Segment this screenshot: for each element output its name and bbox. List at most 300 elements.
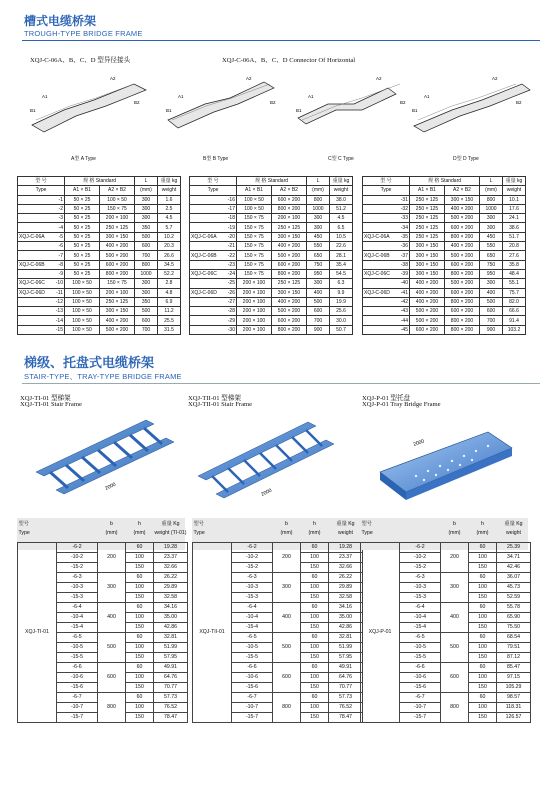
h-cell: 150 (469, 713, 497, 723)
h-cell: 100 (301, 553, 329, 563)
h-cell: 60 (301, 693, 329, 703)
value-cell: 200 × 100 (237, 325, 272, 334)
table-header-row (18, 529, 188, 538)
table-row (18, 307, 181, 316)
suffix-cell: -6-3 (232, 573, 273, 583)
value-cell: 250 × 125 (410, 214, 445, 223)
suffix-cell: -10-3 (232, 583, 273, 593)
value-cell: 300 (480, 223, 503, 232)
col-header-type: 型号 (361, 521, 372, 528)
value-cell: 800 × 200 (100, 269, 135, 278)
col-header-a1b1: A1 × B1 (237, 186, 272, 195)
suffix-cell: -10-2 (400, 553, 441, 563)
model-cell: XQJ-C-06A (190, 232, 220, 241)
h-cell: 60 (126, 693, 154, 703)
model-cell (190, 242, 220, 251)
weight-cell: 70.77 (329, 683, 363, 693)
weight-cell: 78.47 (329, 713, 363, 723)
table-row (190, 260, 353, 269)
b-cell: 500 (273, 633, 301, 663)
model-cell (18, 204, 48, 213)
value-cell: 50 × 25 (65, 251, 100, 260)
value-cell: 600 × 200 (272, 316, 307, 325)
weight-cell: 98.57 (497, 693, 531, 703)
suffix-cell: -7 (47, 251, 64, 260)
model-cell: XQJ-C-06C (18, 279, 48, 288)
h-cell: 150 (126, 713, 154, 723)
suffix-cell: -19 (219, 223, 236, 232)
length-dim: 2000 (412, 438, 426, 448)
table-row (190, 297, 353, 306)
value-cell: 6.5 (330, 223, 353, 232)
subtitle-zh: XQJ-C-06A、B、C、D 型异径接头 (30, 57, 131, 64)
col-header-h: h (481, 521, 484, 528)
dim-label: A1 (424, 94, 430, 99)
stair-spec-table (17, 520, 188, 723)
length-dim: 2000 (104, 481, 117, 492)
value-cell: 34.5 (158, 260, 181, 269)
table-header-row (18, 186, 181, 195)
b-cell: 300 (98, 573, 126, 603)
col-header-type: 型 号 (363, 177, 410, 186)
reducer-diagram (24, 70, 150, 150)
suffix-cell: -35 (392, 232, 409, 241)
value-cell: 400 × 200 (410, 288, 445, 297)
value-cell: 400 × 200 (445, 242, 480, 251)
value-cell: 50 × 25 (65, 269, 100, 278)
model-cell (190, 195, 220, 204)
value-cell: 28.1 (330, 251, 353, 260)
weight-cell: 57.73 (329, 693, 363, 703)
suffix-cell: -25 (219, 279, 236, 288)
h-cell: 150 (126, 653, 154, 663)
model-cell (18, 269, 48, 278)
value-cell: 50.7 (330, 325, 353, 334)
value-cell: 100 × 50 (65, 297, 100, 306)
suffix-cell: -10-5 (400, 643, 441, 653)
model-cell: XQJ-C-06A (18, 232, 48, 241)
weight-cell: 34.16 (154, 603, 188, 613)
model-cell (190, 204, 220, 213)
b-cell: 400 (273, 603, 301, 633)
h-cell: 60 (126, 543, 154, 553)
section-title-zh: 槽式电缆桥架 (24, 14, 97, 28)
h-cell: 60 (126, 603, 154, 613)
value-cell: 38.6 (503, 223, 526, 232)
h-cell: 100 (301, 673, 329, 683)
table-row (190, 279, 353, 288)
trough-spec-table (17, 176, 181, 335)
table-header-row (18, 177, 181, 186)
product-caption-zh: XQJ-TI-01 型梯架 (20, 395, 71, 402)
value-cell: 200 × 100 (237, 297, 272, 306)
value-cell: 38.0 (330, 195, 353, 204)
suffix-cell: -16 (219, 195, 236, 204)
suffix-cell: -43 (392, 307, 409, 316)
value-cell: 300 (135, 214, 158, 223)
suffix-cell: -21 (219, 242, 236, 251)
h-cell: 100 (126, 553, 154, 563)
value-cell: 75.7 (503, 288, 526, 297)
table-row (18, 214, 181, 223)
col-header-b: b (110, 521, 113, 528)
suffix-cell: -6-6 (57, 663, 98, 673)
weight-cell: 68.54 (497, 633, 531, 643)
suffix-cell: -15-6 (400, 683, 441, 693)
col-header-weight-en: weight (503, 186, 526, 195)
table-row (190, 269, 353, 278)
table-row (363, 204, 526, 213)
product-caption-zh: XQJ-P-01 型托盘 (362, 395, 411, 402)
h-cell: 60 (126, 573, 154, 583)
weight-cell: 76.52 (329, 703, 363, 713)
suffix-cell: -39 (392, 269, 409, 278)
suffix-cell: -6-3 (400, 573, 441, 583)
suffix-cell: -15-3 (57, 593, 98, 603)
value-cell: 600 × 200 (445, 260, 480, 269)
weight-cell: 36.07 (497, 573, 531, 583)
weight-cell: 32.58 (154, 593, 188, 603)
model-cell: XQJ-C-06D (190, 288, 220, 297)
value-cell: 600 × 200 (272, 260, 307, 269)
value-cell: 300 × 150 (100, 232, 135, 241)
h-cell: 60 (126, 663, 154, 673)
b-cell: 600 (441, 663, 469, 693)
value-cell: 24.1 (503, 214, 526, 223)
value-cell: 300 (307, 223, 330, 232)
weight-cell: 42.46 (497, 563, 531, 573)
b-cell: 800 (98, 693, 126, 723)
col-header-type-en: Type (18, 530, 30, 537)
weight-cell: 34.71 (497, 553, 531, 563)
table-row (190, 325, 353, 334)
col-header-unit: (mm) (480, 186, 503, 195)
model-cell: XQJ-C-06A (363, 232, 393, 241)
value-cell: 150 × 75 (100, 279, 135, 288)
col-header-unit: (mm) (448, 530, 461, 537)
suffix-cell: -6-7 (400, 693, 441, 703)
weight-cell: 49.91 (154, 663, 188, 673)
weight-cell: 76.52 (154, 703, 188, 713)
value-cell: 150 × 75 (237, 214, 272, 223)
table-row (18, 543, 188, 553)
value-cell: 300 (307, 214, 330, 223)
value-cell: 54.5 (330, 269, 353, 278)
col-header-weight: 重量 kg (158, 177, 181, 186)
value-cell: 700 (480, 316, 503, 325)
col-header-weight-en: weight (TI-01) (154, 530, 187, 537)
value-cell: 100 × 50 (100, 195, 135, 204)
value-cell: 900 (480, 325, 503, 334)
h-cell: 100 (126, 643, 154, 653)
value-cell: 800 × 200 (272, 204, 307, 213)
suffix-cell: -15-4 (232, 623, 273, 633)
b-cell: 200 (273, 543, 301, 573)
h-cell: 60 (469, 543, 497, 553)
b-cell: 600 (273, 663, 301, 693)
h-cell: 100 (301, 613, 329, 623)
suffix-cell: -6-5 (232, 633, 273, 643)
value-cell: 150 × 75 (100, 204, 135, 213)
diagram-caption: A型 A Type (71, 156, 96, 162)
table-row (361, 543, 531, 553)
b-cell: 400 (98, 603, 126, 633)
table-row (363, 251, 526, 260)
table-row (18, 297, 181, 306)
value-cell: 103.2 (503, 325, 526, 334)
dim-label: B1 (296, 108, 302, 113)
h-cell: 150 (469, 683, 497, 693)
h-cell: 150 (301, 713, 329, 723)
suffix-cell: -10-2 (57, 553, 98, 563)
value-cell: 51.7 (503, 232, 526, 241)
value-cell: 27.6 (503, 251, 526, 260)
suffix-cell: -10-7 (232, 703, 273, 713)
col-header-h: h (138, 521, 141, 528)
col-header-standard: 规 格 Standard (237, 177, 307, 186)
col-header-unit: (mm) (135, 186, 158, 195)
value-cell: 700 (135, 251, 158, 260)
model-cell (363, 297, 393, 306)
suffix-cell: -6-2 (232, 543, 273, 553)
suffix-cell: -15-6 (232, 683, 273, 693)
col-header-unit: (mm) (308, 530, 321, 537)
table-row (190, 223, 353, 232)
h-cell: 100 (301, 643, 329, 653)
weight-cell: 126.57 (497, 713, 531, 723)
product-caption-en: XQJ-TII-01 Stair Frame (188, 401, 253, 408)
value-cell: 4.5 (330, 214, 353, 223)
value-cell: 800 (480, 195, 503, 204)
h-cell: 60 (469, 633, 497, 643)
h-cell: 100 (469, 613, 497, 623)
table-row (190, 316, 353, 325)
value-cell: 22.6 (330, 242, 353, 251)
weight-cell: 35.00 (329, 613, 363, 623)
h-cell: 100 (126, 613, 154, 623)
value-cell: 300 (307, 279, 330, 288)
value-cell: 200 × 100 (100, 214, 135, 223)
value-cell: 35.4 (330, 260, 353, 269)
dim-label: B2 (516, 100, 522, 105)
suffix-cell: -30 (219, 325, 236, 334)
suffix-cell: -15-4 (400, 623, 441, 633)
suffix-cell: -15-7 (57, 713, 98, 723)
value-cell: 300 × 150 (100, 307, 135, 316)
weight-cell: 97.15 (497, 673, 531, 683)
value-cell: 350 (135, 297, 158, 306)
suffix-cell: -4 (47, 223, 64, 232)
weight-cell: 32.81 (154, 633, 188, 643)
section-title-en: STAIR-TYPE、TRAY-TYPE BRIDGE FRAME (24, 372, 182, 381)
value-cell: 200 × 100 (237, 279, 272, 288)
reducer-diagram (406, 70, 532, 150)
reducer-diagram (290, 70, 406, 150)
suffix-cell: -10-7 (57, 703, 98, 713)
b-cell: 800 (273, 693, 301, 723)
h-cell: 60 (301, 663, 329, 673)
suffix-cell: -15-2 (57, 563, 98, 573)
suffix-cell: -6-4 (232, 603, 273, 613)
weight-cell: 34.16 (329, 603, 363, 613)
weight-cell: 32.66 (154, 563, 188, 573)
weight-cell: 35.00 (154, 613, 188, 623)
table-row (363, 325, 526, 334)
suffix-cell: -5 (47, 232, 64, 241)
model-cell: XQJ-C-06D (18, 288, 48, 297)
weight-cell: 55.78 (497, 603, 531, 613)
value-cell: 300 × 150 (410, 242, 445, 251)
h-cell: 150 (469, 653, 497, 663)
value-cell: 20.8 (503, 242, 526, 251)
value-cell: 250 × 125 (272, 223, 307, 232)
reducer-outline (414, 84, 530, 132)
h-cell: 100 (301, 703, 329, 713)
h-cell: 150 (469, 593, 497, 603)
dim-label: B2 (400, 100, 406, 105)
weight-cell: 65.90 (497, 613, 531, 623)
suffix-cell: -10-4 (232, 613, 273, 623)
tray-frame-illustration (366, 410, 526, 505)
suffix-cell: -20 (219, 232, 236, 241)
value-cell: 450 (307, 232, 330, 241)
suffix-cell: -36 (392, 242, 409, 251)
model-cell (18, 325, 48, 334)
h-cell: 150 (469, 623, 497, 633)
h-cell: 100 (126, 583, 154, 593)
h-cell: 60 (469, 603, 497, 613)
model-cell (363, 242, 393, 251)
value-cell: 25.6 (330, 307, 353, 316)
suffix-cell: -10-6 (57, 673, 98, 683)
value-cell: 550 (307, 242, 330, 251)
h-cell: 60 (301, 633, 329, 643)
suffix-cell: -15-5 (400, 653, 441, 663)
value-cell: 150 × 75 (237, 251, 272, 260)
value-cell: 5.7 (158, 223, 181, 232)
table-row (18, 269, 181, 278)
dim-label: B1 (30, 108, 36, 113)
col-header-l: L (480, 177, 503, 186)
b-cell: 400 (441, 603, 469, 633)
model-cell (190, 279, 220, 288)
table-row (190, 214, 353, 223)
value-cell: 700 (135, 325, 158, 334)
table-row (363, 260, 526, 269)
suffix-cell: -10-5 (57, 643, 98, 653)
value-cell: 300 × 150 (272, 232, 307, 241)
value-cell: 100 × 50 (65, 307, 100, 316)
suffix-cell: -38 (392, 260, 409, 269)
value-cell: 750 (307, 260, 330, 269)
suffix-cell: -9 (47, 269, 64, 278)
model-cell: XQJ-TII-01 (193, 543, 232, 723)
model-cell (190, 307, 220, 316)
value-cell: 50 × 25 (65, 195, 100, 204)
value-cell: 800 × 200 (445, 269, 480, 278)
suffix-cell: -10-6 (400, 673, 441, 683)
table-row (190, 307, 353, 316)
value-cell: 20.3 (158, 242, 181, 251)
value-cell: 100 × 50 (237, 195, 272, 204)
divider (22, 383, 540, 384)
value-cell: 4.5 (158, 214, 181, 223)
value-cell: 550 (480, 242, 503, 251)
value-cell: 600 (307, 307, 330, 316)
value-cell: 800 × 200 (272, 269, 307, 278)
h-cell: 150 (126, 683, 154, 693)
value-cell: 300 (135, 288, 158, 297)
suffix-cell: -6-5 (57, 633, 98, 643)
col-header-a2b2: A2 × B2 (445, 186, 480, 195)
table-header-row (18, 520, 188, 529)
suffix-cell: -18 (219, 214, 236, 223)
table-row (18, 204, 181, 213)
product-caption-en: XQJ-TI-01 Stair Frame (20, 401, 82, 408)
value-cell: 800 × 200 (445, 316, 480, 325)
model-cell: XQJ-C-06B (18, 260, 48, 269)
suffix-cell: -24 (219, 269, 236, 278)
suffix-cell: -15-5 (57, 653, 98, 663)
b-cell: 500 (441, 633, 469, 663)
col-header-unit: (mm) (105, 530, 118, 537)
value-cell: 17.6 (503, 204, 526, 213)
table-row (363, 288, 526, 297)
model-cell (190, 316, 220, 325)
table-row (18, 232, 181, 241)
col-header-type-en: Type (190, 186, 237, 195)
reducer-edge (36, 84, 134, 120)
suffix-cell: -23 (219, 260, 236, 269)
weight-cell: 32.66 (329, 563, 363, 573)
h-cell: 150 (301, 563, 329, 573)
col-header-unit: (mm) (280, 530, 293, 537)
suffix-cell: -10-4 (400, 613, 441, 623)
value-cell: 600 × 200 (445, 307, 480, 316)
suffix-cell: -15-3 (400, 593, 441, 603)
b-cell: 300 (441, 573, 469, 603)
value-cell: 650 (480, 251, 503, 260)
value-cell: 48.4 (503, 269, 526, 278)
value-cell: 82.0 (503, 297, 526, 306)
model-cell: XQJ-C-06B (190, 251, 220, 260)
value-cell: 50 × 25 (65, 214, 100, 223)
value-cell: 200 × 100 (237, 307, 272, 316)
value-cell: 300 (135, 195, 158, 204)
value-cell: 10.2 (158, 232, 181, 241)
value-cell: 400 × 200 (272, 242, 307, 251)
suffix-cell: -10-3 (400, 583, 441, 593)
suffix-cell: -10 (47, 279, 64, 288)
model-cell: XQJ-C-06C (190, 269, 220, 278)
suffix-cell: -13 (47, 307, 64, 316)
table-row (363, 269, 526, 278)
value-cell: 300 (480, 214, 503, 223)
col-header-unit: (mm) (307, 186, 330, 195)
suffix-cell: -6-7 (232, 693, 273, 703)
suffix-cell: -45 (392, 325, 409, 334)
value-cell: 100 × 50 (65, 288, 100, 297)
dim-label: A2 (246, 76, 252, 81)
value-cell: 100 × 50 (65, 325, 100, 334)
col-header-type: 型号 (18, 521, 29, 528)
table-row (363, 232, 526, 241)
value-cell: 300 × 150 (410, 260, 445, 269)
table-header-row (363, 186, 526, 195)
suffix-cell: -26 (219, 288, 236, 297)
value-cell: 30.0 (330, 316, 353, 325)
value-cell: 500 × 200 (445, 279, 480, 288)
